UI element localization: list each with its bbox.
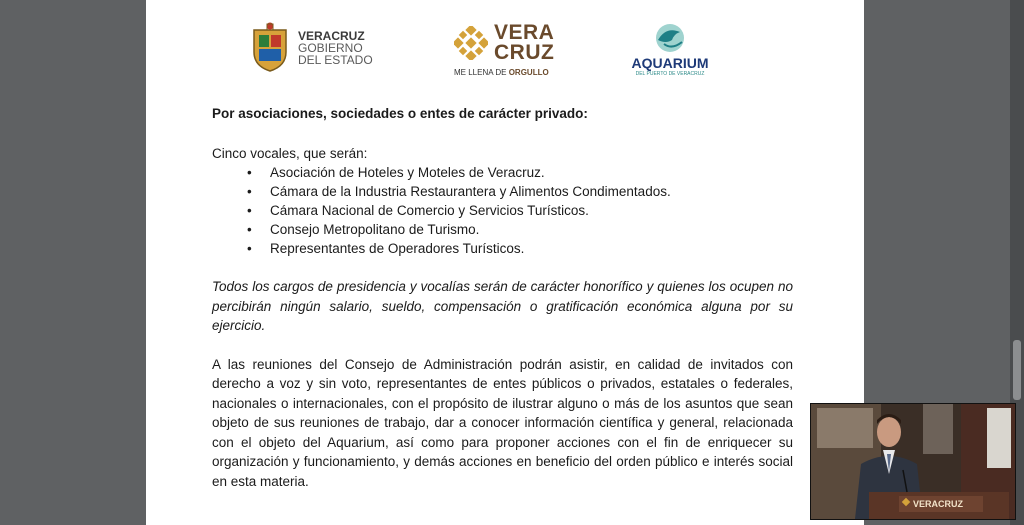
logo-gob-line2: GOBIERNO: [298, 41, 363, 55]
podium-label: VERACRUZ: [913, 499, 964, 509]
logo-ver-word2: CRUZ: [494, 41, 555, 64]
scrollbar-thumb[interactable]: [1013, 340, 1021, 400]
logo-gob-line1: VERACRUZ: [298, 29, 365, 43]
speaker-video-overlay: [810, 403, 1016, 520]
list-item: • Representantes de Operadores Turísticos.: [212, 239, 793, 258]
logo-aq-name: AQUARIUM: [631, 55, 709, 71]
knot-pattern-icon: [454, 26, 488, 60]
gobierno-veracruz-logo: [250, 22, 380, 78]
vocales-list: [212, 163, 793, 258]
coat-of-arms-icon: [250, 22, 290, 72]
logo-ver-tagline: ME LLENA DE ORGULLO: [454, 68, 549, 77]
document-page: [146, 0, 864, 525]
veracruz-brand-logo: [446, 20, 566, 80]
logo-gob-line3: DEL ESTADO: [298, 53, 373, 67]
list-item: • Cámara de la Industria Restaurantera y Alimentos Condimentados.: [212, 182, 793, 201]
section-heading: Por asociaciones, sociedades o entes de carácter privado:: [212, 106, 588, 121]
aquarium-logo: [620, 22, 720, 80]
logo-aq-sub: DEL PUERTO DE VERACRUZ: [635, 71, 705, 77]
dolphin-icon: [650, 22, 690, 54]
list-item: • Cámara Nacional de Comercio y Servicios Turísticos.: [212, 201, 793, 220]
speaker-video-frame: [811, 404, 1015, 519]
logo-ver-word1: VERA: [494, 21, 555, 44]
guests-paragraph: A las reuniones del Consejo de Administración podrán asistir, en calidad de invitados con derecho a voz y sin voto, representantes de entes públicos o privados, estatales o federales, nacionales o internacionales, con el propósito de ilustrar alguno o más de los asuntos que sean objeto de sus reuniones de trabajo, dar a conocer información científica y general, relacionada con el objeto del Aquarium, así como para proponer acciones con el fin de enriquecer su organización y funcionamiento, y demás acciones en beneficio del orden público e interés social en esta materia.: [212, 356, 793, 489]
vocales-intro: Cinco vocales, que serán:: [212, 146, 368, 161]
list-item: • Asociación de Hoteles y Moteles de Veracruz.: [212, 163, 793, 182]
honorary-note-paragraph: Todos los cargos de presidencia y vocalías serán de carácter honorífico y quienes los ocupen no percibirán ningún salario, sueldo, compensación o gratificación económica alguna por su ejercicio.: [212, 279, 793, 333]
document-body: [212, 106, 793, 491]
list-item: • Consejo Metropolitano de Turismo.: [212, 220, 793, 239]
